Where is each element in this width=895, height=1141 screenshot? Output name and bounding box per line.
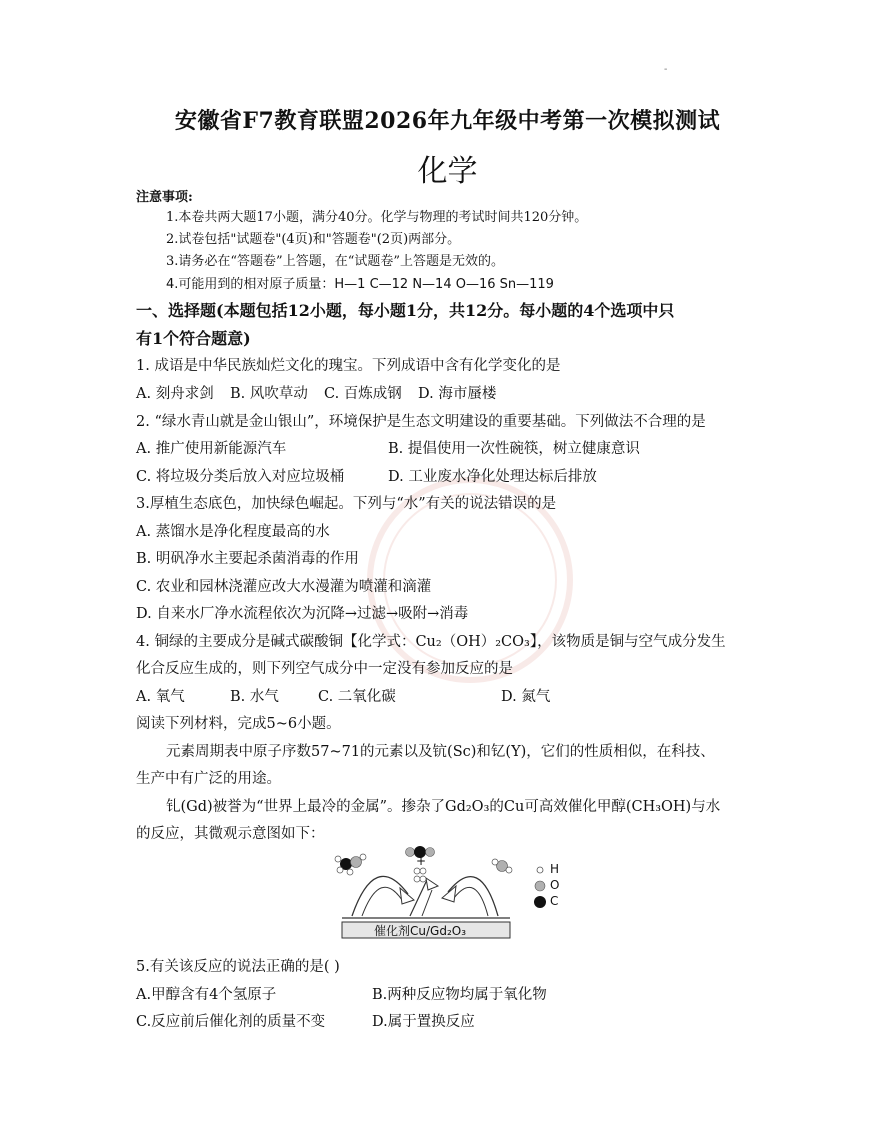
q1-option-a: A. 刻舟求剑 bbox=[136, 386, 214, 402]
q3-option-b: B. 明矾净水主要起杀菌消毒的作用 bbox=[136, 551, 359, 567]
plus-sign: + bbox=[416, 854, 427, 868]
q4-option-d: D. 氮气 bbox=[501, 689, 551, 705]
q3-option-c: C. 农业和园林浇灌应改大水漫灌为喷灌和滴灌 bbox=[136, 579, 432, 595]
section-title-line1: 一、选择题(本题包括12小题，每小题1分，共12分。每小题的4个选项中只 bbox=[136, 301, 675, 320]
catalyst-label: 催化剂Cu/Gd₂O₃ bbox=[374, 924, 467, 938]
q5-option-b: B.两种反应物均属于氧化物 bbox=[372, 987, 547, 1003]
q2-option-b: B. 提倡使用一次性碗筷，树立健康意识 bbox=[388, 441, 640, 457]
note-item-2: 2.试卷包括"试题卷"(4页)和"答题卷"(2页)两部分。 bbox=[166, 232, 461, 247]
note-item-1: 1.本卷共两大题17小题，满分40分。化学与物理的考试时间共120分钟。 bbox=[166, 210, 588, 225]
q1-option-b: B. 风吹草动 bbox=[230, 386, 308, 402]
subject-title: 化学 bbox=[417, 154, 478, 189]
reading-intro: 阅读下列材料，完成5~6小题。 bbox=[136, 716, 341, 732]
note-item-3: 3.请务必在“答题卷”上答题，在“试题卷”上答题是无效的。 bbox=[166, 254, 504, 269]
q4-option-a: A. 氧气 bbox=[136, 689, 185, 705]
q3-option-d: D. 自来水厂净水流程依次为沉降→过滤→吸附→消毒 bbox=[136, 606, 469, 622]
q4-option-c: C. 二氧化碳 bbox=[318, 689, 396, 705]
q4-stem-line2: 化合反应生成的，则下列空气成分中一定没有参加反应的是 bbox=[136, 661, 513, 677]
reading-para1-line2: 生产中有广泛的用途。 bbox=[136, 771, 281, 787]
note-item-4: 4.可能用到的相对原子质量：H—1 C—12 N—14 O—16 Sn—119 bbox=[166, 277, 554, 292]
q2-option-d: D. 工业废水净化处理达标后排放 bbox=[388, 469, 597, 485]
reaction-diagram bbox=[330, 842, 570, 942]
q2-option-c: C. 将垃圾分类后放入对应垃圾桶 bbox=[136, 469, 345, 485]
section-title-line2: 有1个符合题意) bbox=[136, 329, 251, 348]
q5-option-d: D.属于置换反应 bbox=[372, 1014, 475, 1030]
notes-heading: 注意事项: bbox=[136, 190, 193, 205]
q3-option-a: A. 蒸馏水是净化程度最高的水 bbox=[136, 524, 330, 540]
legend-o: O bbox=[550, 878, 560, 892]
legend-c: C bbox=[550, 894, 559, 908]
q3-stem: 3.厚植生态底色，加快绿色崛起。下列与“水”有关的说法错误的是 bbox=[136, 496, 557, 512]
legend-h: H bbox=[550, 862, 560, 876]
reading-para2-line2: 的反应，其微观示意图如下： bbox=[136, 826, 325, 842]
q5-option-c: C.反应前后催化剂的质量不变 bbox=[136, 1014, 326, 1030]
page-mark: - bbox=[664, 64, 668, 75]
q5-option-a: A.甲醇含有4个氢原子 bbox=[136, 987, 277, 1003]
q4-option-b: B. 水气 bbox=[230, 689, 279, 705]
q1-option-d: D. 海市蜃楼 bbox=[418, 386, 497, 402]
q2-stem: 2. “绿水青山就是金山银山”，环境保护是生态文明建设的重要基础。下列做法不合理的是 bbox=[136, 414, 706, 430]
q4-stem-line1: 4. 铜绿的主要成分是碱式碳酸铜【化学式：Cu₂（OH）₂CO₃】，该物质是铜与空气成分发生 bbox=[136, 634, 726, 650]
q1-option-c: C. 百炼成钢 bbox=[324, 386, 402, 402]
reading-para1-line1: 元素周期表中原子序数57~71的元素以及钪(Sc)和钇(Y)，它们的性质相似，在科技、 bbox=[166, 744, 715, 760]
reading-para2-line1: 钆(Gd)被誉为“世界上最冷的金属”。掺杂了Gd₂O₃的Cu可高效催化甲醇(CH₃OH)与水 bbox=[166, 799, 721, 815]
q1-stem: 1. 成语是中华民族灿烂文化的瑰宝。下列成语中含有化学变化的是 bbox=[136, 358, 561, 374]
q5-stem: 5.有关该反应的说法正确的是( ) bbox=[136, 959, 340, 975]
exam-title: 安徽省F7教育联盟2026年九年级中考第一次模拟测试 bbox=[174, 108, 721, 134]
q2-option-a: A. 推广使用新能源汽车 bbox=[136, 441, 287, 457]
